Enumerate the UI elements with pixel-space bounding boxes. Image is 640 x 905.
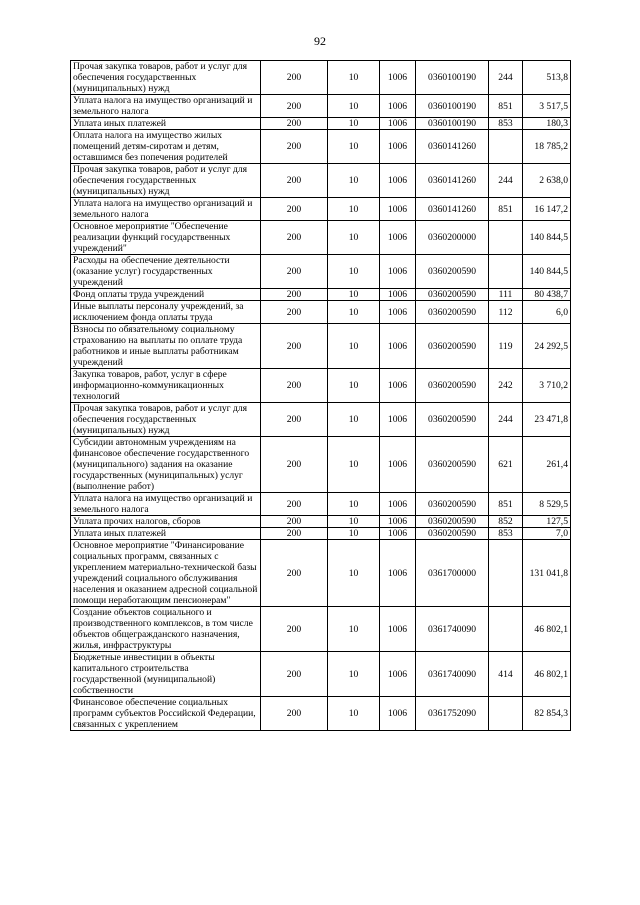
- expense-type-cell: 853: [489, 528, 523, 540]
- subsection-code-cell: 1006: [380, 528, 416, 540]
- amount-cell: 513,8: [523, 61, 571, 95]
- table-row: [71, 652, 571, 697]
- expense-name-cell: Оплата налога на имущество жилых помещений детям-сиротам и детям, оставшимся без попечения родителей: [71, 130, 261, 164]
- ministry-code-cell: 200: [261, 437, 328, 493]
- expense-name-cell: Прочая закупка товаров, работ и услуг для обеспечения государственных (муниципальных) нужд: [71, 61, 261, 95]
- amount-cell: 16 147,2: [523, 198, 571, 221]
- target-article-cell: 0360100190: [416, 95, 489, 118]
- ministry-code-cell: 200: [261, 697, 328, 731]
- subsection-code-cell: 1006: [380, 516, 416, 528]
- expense-type-cell: [489, 130, 523, 164]
- expense-name-cell: Уплата иных платежей: [71, 118, 261, 130]
- amount-cell: 131 041,8: [523, 540, 571, 607]
- table-row: [71, 118, 571, 130]
- amount-cell: 80 438,7: [523, 289, 571, 301]
- section-code-cell: 10: [328, 516, 380, 528]
- expense-name-cell: Уплата налога на имущество организаций и земельного налога: [71, 95, 261, 118]
- table-row: [71, 607, 571, 652]
- subsection-code-cell: 1006: [380, 61, 416, 95]
- expense-type-cell: 852: [489, 516, 523, 528]
- ministry-code-cell: 200: [261, 118, 328, 130]
- ministry-code-cell: 200: [261, 369, 328, 403]
- ministry-code-cell: 200: [261, 221, 328, 255]
- section-code-cell: 10: [328, 437, 380, 493]
- expense-name-cell: Иные выплаты персоналу учреждений, за исключением фонда оплаты труда: [71, 301, 261, 324]
- target-article-cell: 0360200590: [416, 403, 489, 437]
- amount-cell: 3 710,2: [523, 369, 571, 403]
- expense-type-cell: 119: [489, 324, 523, 369]
- expense-type-cell: 112: [489, 301, 523, 324]
- target-article-cell: 0360200590: [416, 289, 489, 301]
- amount-cell: 46 802,1: [523, 652, 571, 697]
- section-code-cell: 10: [328, 289, 380, 301]
- section-code-cell: 10: [328, 493, 380, 516]
- section-code-cell: 10: [328, 130, 380, 164]
- expense-type-cell: 851: [489, 95, 523, 118]
- ministry-code-cell: 200: [261, 324, 328, 369]
- amount-cell: 7,0: [523, 528, 571, 540]
- section-code-cell: 10: [328, 528, 380, 540]
- table-row: [71, 403, 571, 437]
- table-row: [71, 221, 571, 255]
- expense-name-cell: Взносы по обязательному социальному страхованию на выплаты по оплате труда работников и иные выплаты работникам учреждений: [71, 324, 261, 369]
- expense-type-cell: [489, 540, 523, 607]
- subsection-code-cell: 1006: [380, 301, 416, 324]
- section-code-cell: 10: [328, 324, 380, 369]
- amount-cell: 46 802,1: [523, 607, 571, 652]
- section-code-cell: 10: [328, 95, 380, 118]
- target-article-cell: 0360100190: [416, 61, 489, 95]
- expense-name-cell: Основное мероприятие "Обеспечение реализации функций государственных учреждений": [71, 221, 261, 255]
- target-article-cell: 0360100190: [416, 118, 489, 130]
- amount-cell: 3 517,5: [523, 95, 571, 118]
- section-code-cell: 10: [328, 301, 380, 324]
- table-row: [71, 95, 571, 118]
- amount-cell: 261,4: [523, 437, 571, 493]
- section-code-cell: 10: [328, 198, 380, 221]
- section-code-cell: 10: [328, 61, 380, 95]
- ministry-code-cell: 200: [261, 607, 328, 652]
- section-code-cell: 10: [328, 255, 380, 289]
- expense-name-cell: Закупка товаров, работ, услуг в сфере информационно-коммуникационных технологий: [71, 369, 261, 403]
- amount-cell: 2 638,0: [523, 164, 571, 198]
- ministry-code-cell: 200: [261, 61, 328, 95]
- amount-cell: 140 844,5: [523, 255, 571, 289]
- amount-cell: 8 529,5: [523, 493, 571, 516]
- expense-type-cell: 111: [489, 289, 523, 301]
- section-code-cell: 10: [328, 221, 380, 255]
- target-article-cell: 0360200590: [416, 255, 489, 289]
- target-article-cell: 0361700000: [416, 540, 489, 607]
- table-row: [71, 130, 571, 164]
- budget-table: [70, 60, 571, 731]
- table-row: [71, 301, 571, 324]
- subsection-code-cell: 1006: [380, 324, 416, 369]
- ministry-code-cell: 200: [261, 528, 328, 540]
- subsection-code-cell: 1006: [380, 95, 416, 118]
- amount-cell: 23 471,8: [523, 403, 571, 437]
- amount-cell: 24 292,5: [523, 324, 571, 369]
- amount-cell: 82 854,3: [523, 697, 571, 731]
- expense-type-cell: [489, 607, 523, 652]
- table-row: [71, 61, 571, 95]
- expense-name-cell: Уплата налога на имущество организаций и земельного налога: [71, 198, 261, 221]
- subsection-code-cell: 1006: [380, 255, 416, 289]
- subsection-code-cell: 1006: [380, 403, 416, 437]
- target-article-cell: 0360200590: [416, 493, 489, 516]
- expense-name-cell: Уплата налога на имущество организаций и земельного налога: [71, 493, 261, 516]
- subsection-code-cell: 1006: [380, 697, 416, 731]
- target-article-cell: 0361740090: [416, 607, 489, 652]
- expense-type-cell: 851: [489, 493, 523, 516]
- table-row: [71, 437, 571, 493]
- section-code-cell: 10: [328, 540, 380, 607]
- ministry-code-cell: 200: [261, 130, 328, 164]
- subsection-code-cell: 1006: [380, 130, 416, 164]
- section-code-cell: 10: [328, 697, 380, 731]
- expense-type-cell: 244: [489, 403, 523, 437]
- subsection-code-cell: 1006: [380, 198, 416, 221]
- table-row: [71, 164, 571, 198]
- table-row: [71, 324, 571, 369]
- target-article-cell: 0360141260: [416, 198, 489, 221]
- table-row: [71, 198, 571, 221]
- expense-type-cell: [489, 255, 523, 289]
- subsection-code-cell: 1006: [380, 607, 416, 652]
- subsection-code-cell: 1006: [380, 118, 416, 130]
- target-article-cell: 0360200590: [416, 369, 489, 403]
- page-number: 92: [314, 34, 326, 48]
- expense-name-cell: Создание объектов социального и производственного комплексов, в том числе объектов общегражданского назначения, жилья, инфраструктуры: [71, 607, 261, 652]
- section-code-cell: 10: [328, 118, 380, 130]
- expense-name-cell: Прочая закупка товаров, работ и услуг для обеспечения государственных (муниципальных) нужд: [71, 164, 261, 198]
- section-code-cell: 10: [328, 652, 380, 697]
- target-article-cell: 0360200590: [416, 516, 489, 528]
- target-article-cell: 0360200590: [416, 437, 489, 493]
- subsection-code-cell: 1006: [380, 540, 416, 607]
- section-code-cell: 10: [328, 607, 380, 652]
- table-row: [71, 528, 571, 540]
- table-row: [71, 697, 571, 731]
- section-code-cell: 10: [328, 403, 380, 437]
- ministry-code-cell: 200: [261, 289, 328, 301]
- ministry-code-cell: 200: [261, 540, 328, 607]
- target-article-cell: 0361740090: [416, 652, 489, 697]
- ministry-code-cell: 200: [261, 301, 328, 324]
- expense-type-cell: 853: [489, 118, 523, 130]
- expense-type-cell: 414: [489, 652, 523, 697]
- expense-type-cell: 851: [489, 198, 523, 221]
- section-code-cell: 10: [328, 369, 380, 403]
- target-article-cell: 0360141260: [416, 130, 489, 164]
- expense-type-cell: 244: [489, 61, 523, 95]
- target-article-cell: 0361752090: [416, 697, 489, 731]
- expense-name-cell: Основное мероприятие "Финансирование социальных программ, связанных с укреплением материально-технической базы учреждений социального обслуживания населения и оказанием адресной социальной помощи неработающим пенсионерам": [71, 540, 261, 607]
- subsection-code-cell: 1006: [380, 289, 416, 301]
- table-row: [71, 369, 571, 403]
- target-article-cell: 0360141260: [416, 164, 489, 198]
- subsection-code-cell: 1006: [380, 221, 416, 255]
- ministry-code-cell: 200: [261, 164, 328, 198]
- table-row: [71, 516, 571, 528]
- expense-name-cell: Бюджетные инвестиции в объекты капитального строительства государственной (муниципальной) собственности: [71, 652, 261, 697]
- target-article-cell: 0360200590: [416, 301, 489, 324]
- section-code-cell: 10: [328, 164, 380, 198]
- expense-name-cell: Уплата иных платежей: [71, 528, 261, 540]
- table-row: [71, 540, 571, 607]
- table-row: [71, 289, 571, 301]
- ministry-code-cell: 200: [261, 403, 328, 437]
- subsection-code-cell: 1006: [380, 164, 416, 198]
- expense-type-cell: 621: [489, 437, 523, 493]
- expense-name-cell: Фонд оплаты труда учреждений: [71, 289, 261, 301]
- ministry-code-cell: 200: [261, 516, 328, 528]
- ministry-code-cell: 200: [261, 652, 328, 697]
- target-article-cell: 0360200000: [416, 221, 489, 255]
- expense-name-cell: Субсидии автономным учреждениям на финансовое обеспечение государственного (муниципального) задания на оказание государственных (муниципальных) услуг (выполнение работ): [71, 437, 261, 493]
- ministry-code-cell: 200: [261, 198, 328, 221]
- expense-type-cell: 244: [489, 164, 523, 198]
- target-article-cell: 0360200590: [416, 528, 489, 540]
- ministry-code-cell: 200: [261, 95, 328, 118]
- expense-name-cell: Финансовое обеспечение социальных программ субъектов Российской Федерации, связанных с укреплением: [71, 697, 261, 731]
- subsection-code-cell: 1006: [380, 437, 416, 493]
- expense-type-cell: [489, 697, 523, 731]
- expense-name-cell: Расходы на обеспечение деятельности (оказание услуг) государственных учреждений: [71, 255, 261, 289]
- expense-name-cell: Уплата прочих налогов, сборов: [71, 516, 261, 528]
- subsection-code-cell: 1006: [380, 652, 416, 697]
- ministry-code-cell: 200: [261, 493, 328, 516]
- amount-cell: 18 785,2: [523, 130, 571, 164]
- amount-cell: 6,0: [523, 301, 571, 324]
- ministry-code-cell: 200: [261, 255, 328, 289]
- amount-cell: 180,3: [523, 118, 571, 130]
- subsection-code-cell: 1006: [380, 493, 416, 516]
- target-article-cell: 0360200590: [416, 324, 489, 369]
- expense-name-cell: Прочая закупка товаров, работ и услуг для обеспечения государственных (муниципальных) нужд: [71, 403, 261, 437]
- table-row: [71, 493, 571, 516]
- amount-cell: 127,5: [523, 516, 571, 528]
- table-body: [71, 61, 571, 731]
- expense-type-cell: 242: [489, 369, 523, 403]
- table-row: [71, 255, 571, 289]
- amount-cell: 140 844,5: [523, 221, 571, 255]
- subsection-code-cell: 1006: [380, 369, 416, 403]
- expense-type-cell: [489, 221, 523, 255]
